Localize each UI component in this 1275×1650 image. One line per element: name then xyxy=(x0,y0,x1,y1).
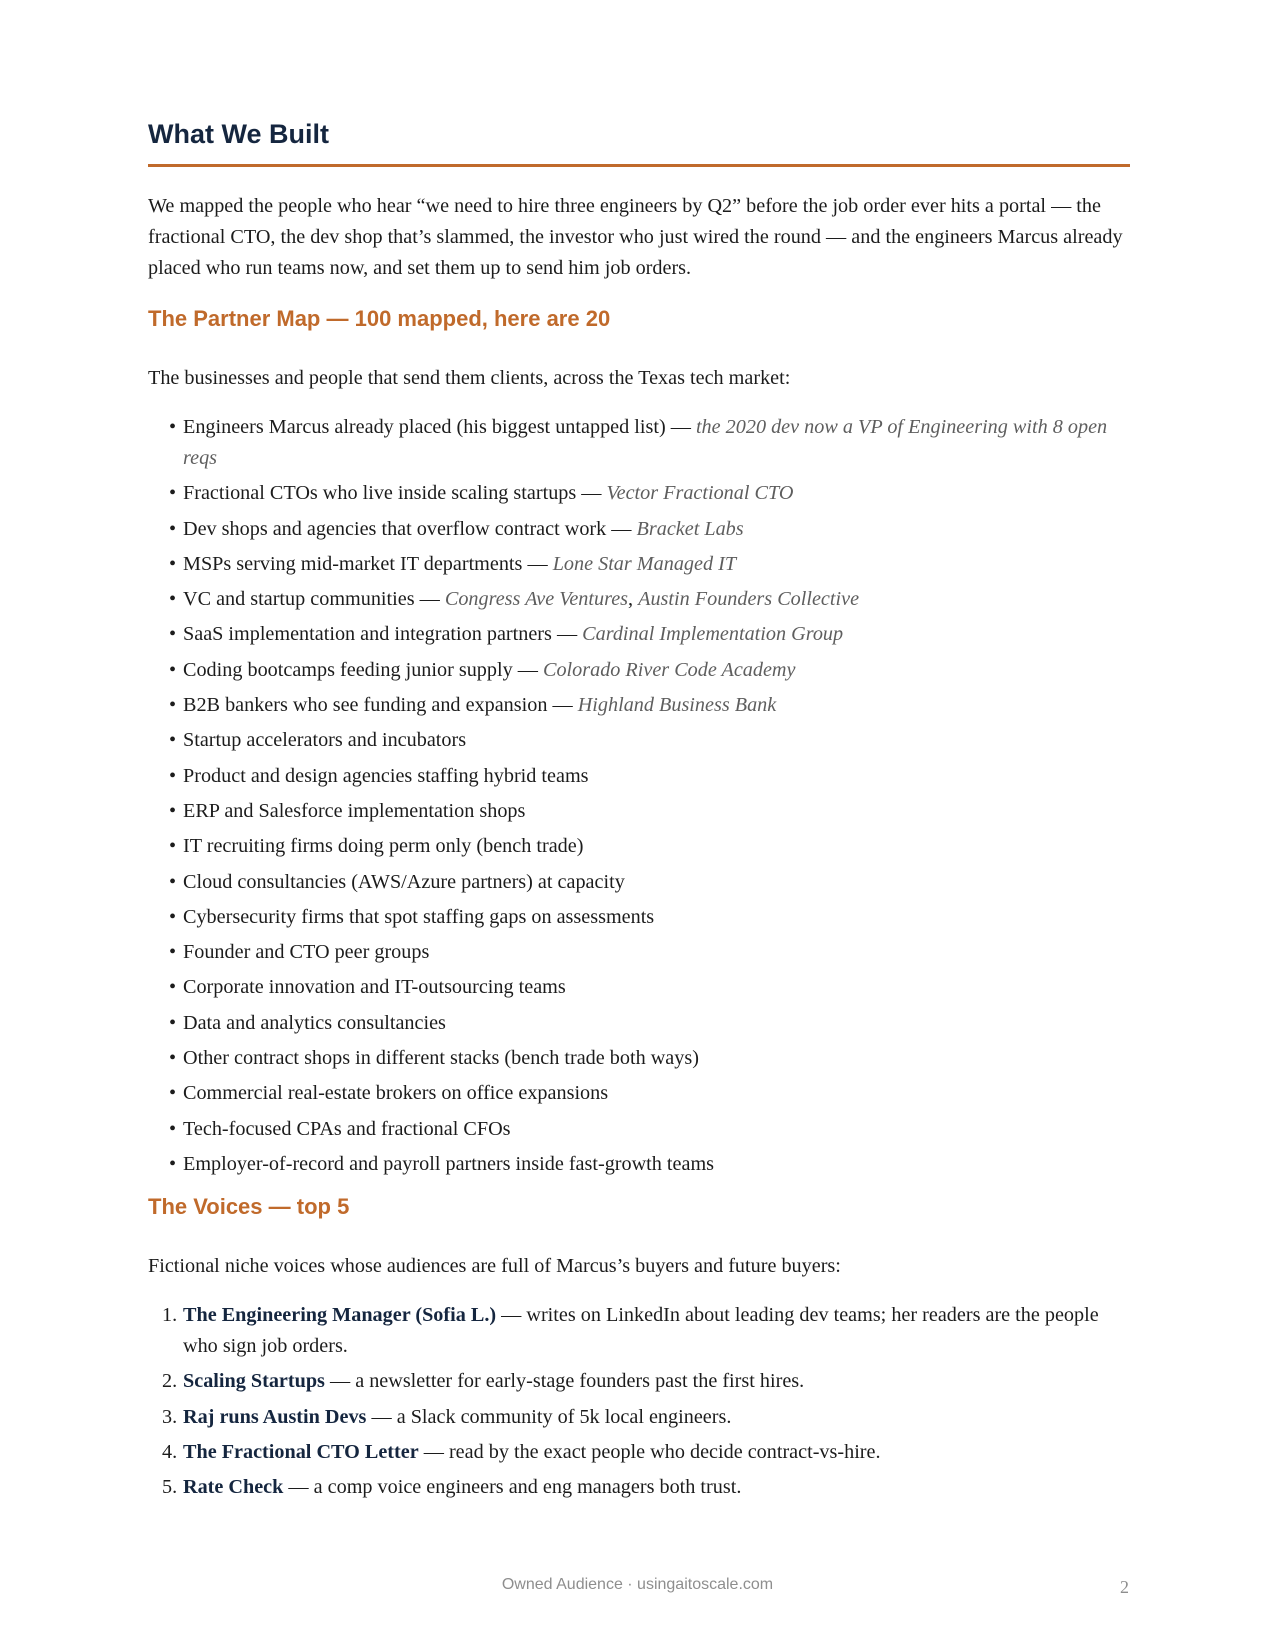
list-item-text: Corporate innovation and IT-outsourcing teams xyxy=(183,976,566,999)
list-item xyxy=(148,831,1130,862)
bullet-marker: • xyxy=(169,1047,177,1070)
list-item-text: Commercial real-estate brokers on office expansions xyxy=(183,1082,609,1105)
page-footer: Owned Audience · usingaitoscale.com xyxy=(501,1576,774,1593)
list-item-text: VC and startup communities xyxy=(183,588,415,611)
voice-description: — a comp voice engineers and eng managers both trust. xyxy=(283,1476,742,1499)
list-item xyxy=(148,655,1130,686)
voice-name: Raj runs Austin Devs xyxy=(183,1405,367,1428)
list-item-text: Dev shops and agencies that overflow contract work xyxy=(183,517,607,540)
voice-number: 5. xyxy=(162,1476,178,1499)
list-item-example: Bracket Labs xyxy=(636,517,744,540)
list-item xyxy=(148,972,1130,1003)
list-item-text: ERP and Salesforce implementation shops xyxy=(183,799,526,822)
list-item xyxy=(148,690,1130,721)
list-item-separator: — xyxy=(512,658,543,681)
voices-lead: Fictional niche voices whose audiences are full of Marcus’s buyers and future buyers: xyxy=(148,1254,841,1277)
intro-paragraph: We mapped the people who hear “we need to hire three engineers by Q2” before the job order ever hits a portal — the fractional CTO, the dev shop that’s slammed, the investor who just wired the round — and the engineers Marcus already placed who run teams now, and set them up to send him job orders. xyxy=(148,195,1123,279)
list-item-text: SaaS implementation and integration partners xyxy=(183,623,552,646)
bullet-marker: • xyxy=(169,694,177,717)
voice-number: 4. xyxy=(162,1440,178,1463)
bullet-marker: • xyxy=(169,729,177,752)
voice-name: The Engineering Manager (Sofia L.) xyxy=(183,1303,497,1326)
list-item-separator: — xyxy=(576,482,607,505)
bullet-marker: • xyxy=(169,1011,177,1034)
bullet-marker: • xyxy=(169,623,177,646)
list-item-example: the 2020 dev now a VP of Engineering with 8 open reqs xyxy=(183,416,1108,469)
bullet-marker: • xyxy=(169,799,177,822)
list-item xyxy=(148,1043,1130,1074)
list-item xyxy=(148,412,1130,474)
list-item xyxy=(148,1149,1130,1180)
list-item xyxy=(148,1114,1130,1145)
partner-map-heading: The Partner Map — 100 mapped, here are 20 xyxy=(148,306,611,331)
voice-description: — a Slack community of 5k local engineers. xyxy=(366,1405,732,1428)
voice-number: 2. xyxy=(162,1370,178,1393)
list-item-separator: — xyxy=(606,517,637,540)
list-item xyxy=(148,902,1130,933)
list-item-text: Engineers Marcus already placed (his biggest untapped list) xyxy=(183,416,666,438)
list-item-text: Cybersecurity firms that spot staffing gaps on assessments xyxy=(183,905,655,928)
list-item-separator: — xyxy=(414,588,445,611)
voice-item xyxy=(148,1300,1130,1362)
list-item-separator: — xyxy=(551,623,583,646)
voice-number: 3. xyxy=(162,1405,178,1428)
list-item-example: Vector Fractional CTO xyxy=(606,482,794,505)
list-item-example: Lone Star Managed IT xyxy=(552,552,737,575)
list-item-example: Colorado River Code Academy xyxy=(542,658,796,681)
list-item xyxy=(148,549,1130,580)
list-item-text: Other contract shops in different stacks (bench trade both ways) xyxy=(183,1047,699,1070)
bullet-marker: • xyxy=(169,482,177,505)
list-item-text: Employer-of-record and payroll partners inside fast-growth teams xyxy=(183,1152,715,1175)
voice-name: Rate Check xyxy=(183,1476,284,1499)
bullet-marker: • xyxy=(169,870,177,893)
bullet-marker: • xyxy=(169,517,177,540)
list-item-text: Tech-focused CPAs and fractional CFOs xyxy=(183,1117,511,1140)
list-item xyxy=(148,796,1130,827)
list-item xyxy=(148,478,1130,509)
list-item-separator: — xyxy=(547,694,578,717)
voice-item xyxy=(148,1437,1130,1468)
list-item xyxy=(148,1008,1130,1039)
bullet-marker: • xyxy=(169,764,177,787)
list-item xyxy=(148,1078,1130,1109)
voice-number: 1. xyxy=(162,1303,178,1326)
bullet-marker: • xyxy=(169,905,177,928)
list-item xyxy=(148,937,1130,968)
partner-list xyxy=(148,412,1130,1180)
page-number: 2 xyxy=(1120,1577,1129,1597)
list-item xyxy=(148,514,1130,545)
list-item-example-separator: , xyxy=(628,588,639,611)
list-item-example: Highland Business Bank xyxy=(577,694,777,717)
list-item-text: Coding bootcamps feeding junior supply xyxy=(183,658,513,681)
list-item-text: Founder and CTO peer groups xyxy=(183,941,430,964)
voice-description: — a newsletter for early-stage founders past the first hires. xyxy=(324,1370,805,1393)
bullet-marker: • xyxy=(169,588,177,611)
bullet-marker: • xyxy=(169,658,177,681)
bullet-marker: • xyxy=(169,941,177,964)
voice-item xyxy=(148,1472,1130,1503)
voice-description: — read by the exact people who decide contract-vs-hire. xyxy=(418,1440,881,1463)
page-content xyxy=(148,114,1130,1507)
list-item-text: Startup accelerators and incubators xyxy=(183,729,467,752)
list-item-example: Austin Founders Collective xyxy=(638,588,860,611)
list-item xyxy=(148,761,1130,792)
bullet-marker: • xyxy=(169,1152,177,1175)
list-item-example: Cardinal Implementation Group xyxy=(582,623,844,646)
list-item xyxy=(148,619,1130,650)
list-item-example: Congress Ave Ventures xyxy=(444,588,629,611)
partner-map-lead: The businesses and people that send them clients, across the Texas tech market: xyxy=(148,367,791,389)
voice-item xyxy=(148,1402,1130,1433)
bullet-marker: • xyxy=(169,835,177,858)
bullet-marker: • xyxy=(169,976,177,999)
voices-heading: The Voices — top 5 xyxy=(148,1193,350,1219)
bullet-marker: • xyxy=(169,1082,177,1105)
voice-item xyxy=(148,1366,1130,1397)
voice-description: — writes on LinkedIn about leading dev teams; her readers are the people who sign job orders. xyxy=(183,1303,1099,1357)
list-item-separator: — xyxy=(665,416,696,438)
bullet-marker: • xyxy=(169,416,177,438)
list-item-text: B2B bankers who see funding and expansion xyxy=(183,694,548,717)
list-item xyxy=(148,867,1130,898)
page-title: What We Built xyxy=(148,119,329,149)
list-item-text: MSPs serving mid-market IT departments xyxy=(183,552,523,575)
bullet-marker: • xyxy=(169,552,177,575)
bullet-marker: • xyxy=(169,1117,177,1140)
list-item-text: IT recruiting firms doing perm only (bench trade) xyxy=(183,835,584,858)
list-item xyxy=(148,725,1130,756)
voice-name: The Fractional CTO Letter xyxy=(183,1440,419,1463)
voice-name: Scaling Startups xyxy=(183,1370,325,1393)
title-divider xyxy=(148,164,1130,167)
voices-list xyxy=(148,1300,1130,1503)
list-item xyxy=(148,584,1130,615)
list-item-text: Cloud consultancies (AWS/Azure partners) at capacity xyxy=(183,870,625,893)
list-item-text: Product and design agencies staffing hybrid teams xyxy=(183,764,589,787)
list-item-separator: — xyxy=(522,552,553,575)
list-item-text: Fractional CTOs who live inside scaling startups xyxy=(183,482,577,505)
list-item-text: Data and analytics consultancies xyxy=(183,1011,446,1034)
